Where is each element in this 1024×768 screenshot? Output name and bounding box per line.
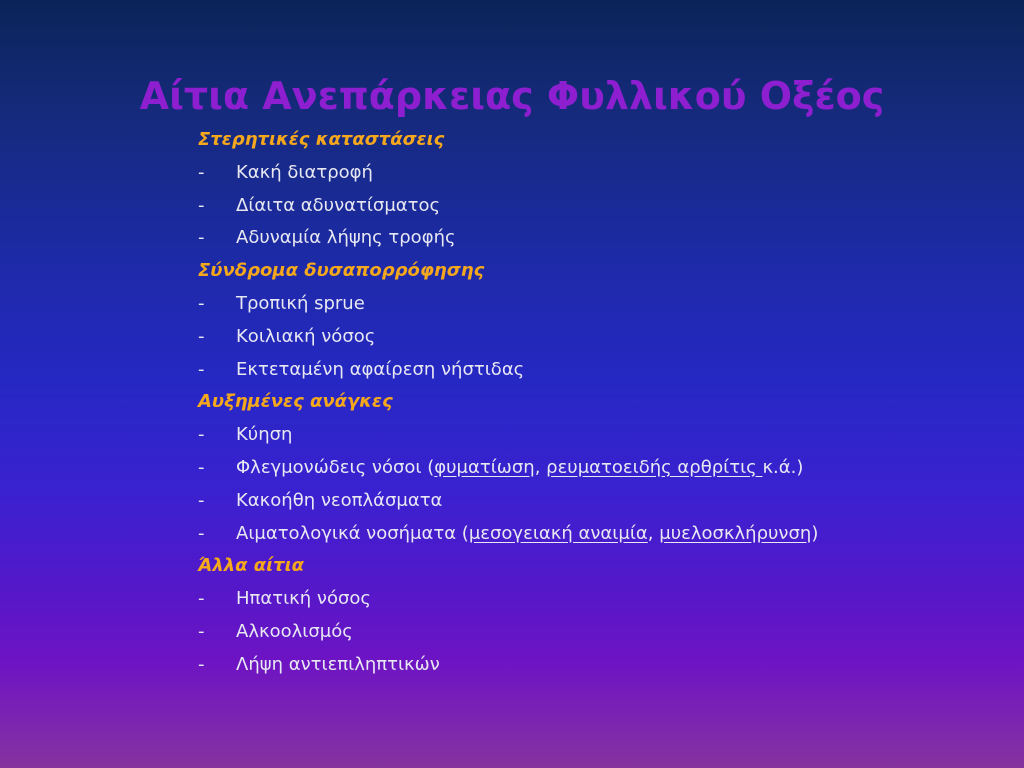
list-item	[198, 518, 978, 551]
list-item-text: Δίαιτα αδυνατίσματος	[236, 194, 441, 216]
bullet-dash: -	[198, 522, 205, 544]
bullet-dash: -	[198, 227, 205, 249]
bullet-dash: -	[198, 620, 205, 642]
list-item	[198, 616, 978, 649]
bullet-dash: -	[198, 325, 205, 347]
bullet-dash: -	[198, 292, 205, 314]
list-item-prefix: Αιματολογικά νοσήματα (	[236, 522, 469, 544]
list-item	[198, 419, 978, 452]
bullet-dash: -	[198, 194, 205, 216]
list-item-text: Κακή διατροφή	[236, 161, 373, 183]
list-item	[198, 157, 978, 190]
bullet-dash: -	[198, 456, 205, 478]
list-item-text: Αδυναμία λήψης τροφής	[236, 227, 456, 249]
list-item	[198, 222, 978, 255]
bullet-dash: -	[198, 161, 205, 183]
list-item-text: Κοιλιακή νόσος	[236, 325, 376, 347]
bullet-dash: -	[198, 588, 205, 610]
list-item-text: Εκτεταμένη αφαίρεση νήστιδας	[236, 358, 525, 380]
list-item-text: Κακοήθη νεοπλάσματα	[236, 489, 443, 511]
bullet-dash: -	[198, 424, 205, 446]
list-item	[198, 190, 978, 223]
list-item-text: Αλκοολισμός	[236, 620, 353, 642]
list-item-suffix: κ.ά.)	[762, 456, 804, 478]
list-item	[198, 649, 978, 682]
list-item	[198, 354, 978, 387]
list-item-text: Λήψη αντιεπιληπτικών	[236, 653, 440, 675]
section-heading-deficiency: Στερητικές καταστάσεις	[198, 129, 445, 150]
list-item-separator: ,	[647, 522, 660, 544]
section-heading-increased-needs: Αυξημένες ανάγκες	[198, 391, 393, 413]
bullet-dash: -	[198, 358, 205, 380]
list-item-separator: ,	[534, 456, 547, 478]
bullet-dash: -	[198, 653, 205, 675]
list-item	[198, 485, 978, 518]
slide-content	[198, 124, 978, 682]
section-heading-malabsorption: Σύνδρομα δυσαπορρόφησης	[198, 260, 485, 282]
link-tuberculosis[interactable]: φυματίωση	[434, 456, 535, 478]
bullet-dash: -	[198, 489, 205, 511]
list-item-text: Κύηση	[236, 424, 293, 446]
link-rheumatoid-arthritis[interactable]: ρευματοειδής αρθρίτις	[546, 456, 763, 478]
list-item-suffix: )	[811, 522, 819, 544]
list-item	[198, 452, 978, 485]
list-item-text: Τροπική sprue	[236, 292, 365, 314]
section-heading-other-causes: Άλλα αίτια	[198, 555, 305, 577]
link-myelofibrosis[interactable]: μυελοσκλήρυνση	[659, 522, 812, 544]
link-thalassemia[interactable]: μεσογειακή αναιμία	[468, 522, 648, 544]
list-item-prefix: Φλεγμονώδεις νόσοι (	[236, 456, 435, 478]
list-item-text: Ηπατική νόσος	[236, 588, 371, 610]
list-item	[198, 321, 978, 354]
slide-title: Αίτια Ανεπάρκειας Φυλλικού Οξέος	[139, 74, 885, 118]
list-item	[198, 583, 978, 616]
list-item	[198, 288, 978, 321]
